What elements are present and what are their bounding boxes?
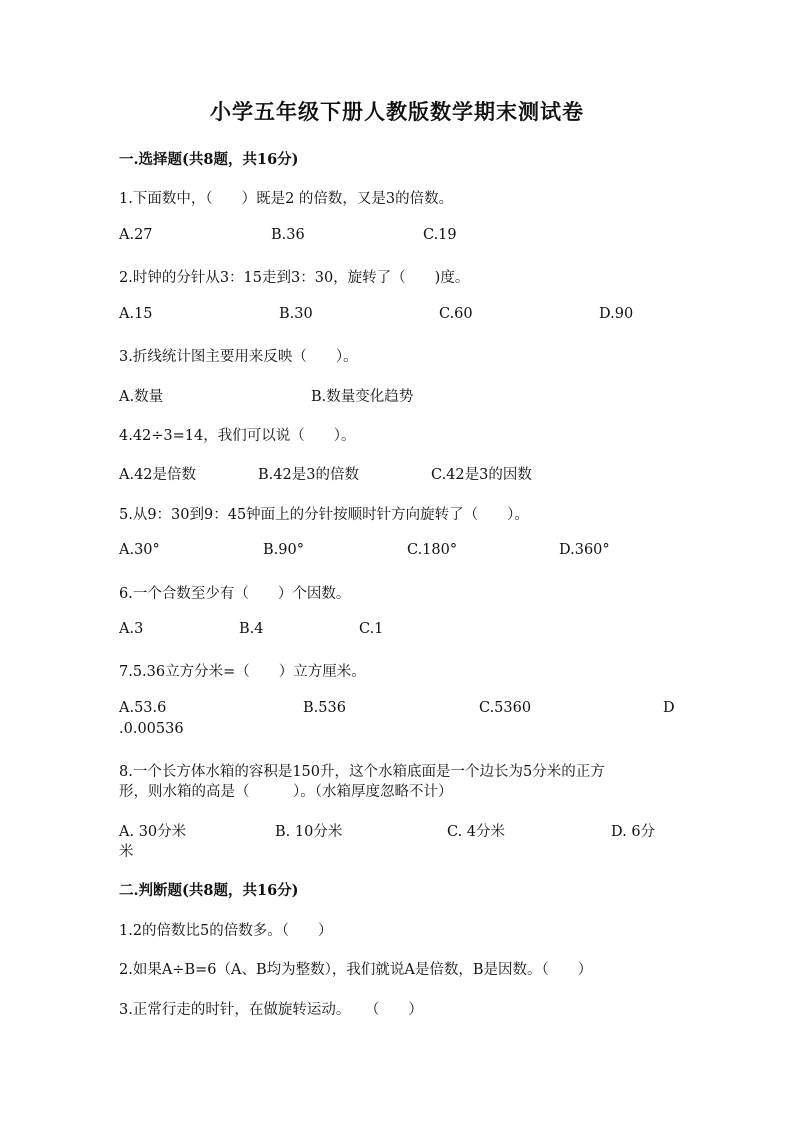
section-heading-judgement: 二.判断题(共8题，共16分) [119,882,299,899]
question-2-stem: 2.时钟的分针从3：15走到3：30，旋转了（ )度。 [119,270,470,286]
question-6-option-b: B.4 [239,621,264,637]
question-5-option-c: C.180° [407,542,458,558]
section-heading-choice: 一.选择题(共8题，共16分) [119,151,299,168]
question-6-stem: 6.一个合数至少有（ ）个因数。 [119,586,351,602]
question-7-option-a: A.53.6 [119,700,167,716]
question-1-option-a: A.27 [119,227,153,243]
question-8-option-d: D. 6分 [611,824,656,840]
question-5-option-b: B.90° [263,542,304,558]
question-5-option-d: D.360° [559,542,610,558]
question-7-stem: 7.5.36立方分米=（ ）立方厘米。 [119,664,366,680]
question-8-option-c: C. 4分米 [447,824,506,840]
question-8-option-d-continued: 米 [119,844,134,860]
question-8-option-a: A. 30分米 [119,824,187,840]
question-4-option-a: A.42是倍数 [119,467,197,483]
judgement-2: 2.如果A÷B=6（A、B均为整数），我们就说A是倍数，B是因数。（ ） [119,962,593,978]
question-3-stem: 3.折线统计图主要用来反映（ ）。 [119,349,358,365]
judgement-3: 3.正常行走的时针，在做旋转运动。 （ ） [119,1002,423,1018]
question-2-option-b: B.30 [279,306,313,322]
question-1-option-b: B.36 [271,227,305,243]
question-2-option-a: A.15 [119,306,153,322]
question-6-option-a: A.3 [119,621,144,637]
question-4-option-c: C.42是3的因数 [431,467,532,483]
question-1-stem: 1.下面数中，（ ）既是2 的倍数，又是3的倍数。 [119,191,454,207]
question-6-option-c: C.1 [359,621,384,637]
question-5-option-a: A.30° [119,542,160,558]
question-8-stem-line-2: 形，则水箱的高是（ ）。（水箱厚度忽略不计） [119,784,453,800]
page-title: 小学五年级下册人教版数学期末测试卷 [210,99,584,124]
question-3-option-a: A.数量 [119,389,164,405]
question-7-option-b: B.536 [303,700,346,716]
question-2-option-c: C.60 [439,306,473,322]
question-5-stem: 5.从9：30到9：45钟面上的分针按顺时针方向旋转了（ ）。 [119,507,529,523]
question-3-option-b: B.数量变化趋势 [311,389,414,405]
question-4-stem: 4.42÷3=14，我们可以说（ ）。 [119,428,356,444]
judgement-1: 1.2的倍数比5的倍数多。（ ） [119,923,333,939]
question-1-option-c: C.19 [423,227,457,243]
question-7-option-d-continued: .0.00536 [119,721,184,737]
question-8-stem-line-1: 8.一个长方体水箱的容积是150升，这个水箱底面是一个边长为5分米的正方 [119,764,605,780]
question-7-option-c: C.5360 [479,700,532,716]
question-8-option-b: B. 10分米 [275,824,343,840]
question-7-option-d: D [663,700,675,716]
question-2-option-d: D.90 [599,306,634,322]
question-4-option-b: B.42是3的倍数 [258,467,359,483]
